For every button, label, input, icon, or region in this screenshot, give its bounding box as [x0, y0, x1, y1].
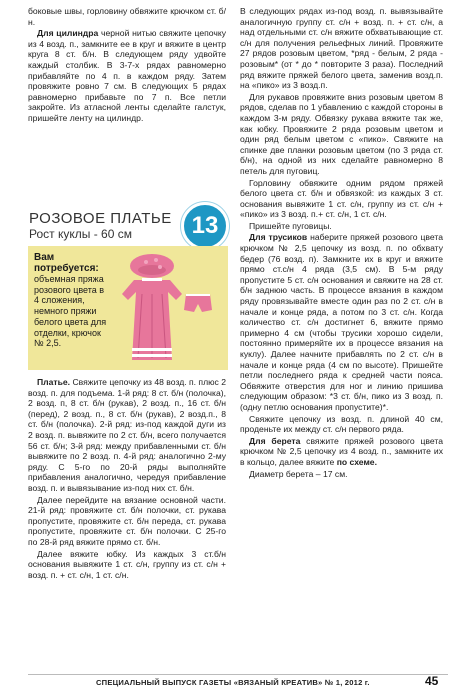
- beret-illustration: [130, 254, 174, 278]
- beret-text: свяжите пряжей розового цвета крючком № 2,5 цепочку из 4 возд. п., замкните их в кольцо, далее вяжите: [240, 435, 443, 467]
- paragraph: В следующих рядах из-под возд. п. вывязывайте аналогичную группу ст. с/н + возд. п. + ст. с/н, а над отдельными ст. с/н вяжите обхватывающие ст. с/н для получения рельефных линий. Провяжите 27 рядов розовым цветом, *ряд - белым, 2 ряда - розовым* (от * до * повторите 3 раза). Последний ряд вяжите пряжей белого цвета, заменив возд.п. на «пико» из 3 возд.п.: [240, 6, 443, 91]
- beret-label: Для берета: [249, 435, 301, 446]
- dress-label: Платье.: [37, 377, 71, 387]
- paragraph: Горловину обвяжите одним рядом пряжей белого цвета ст. б/н и обвязкой: из каждых 3 ст. основания вывяжите 1 ст. с/н, группу из ст. с/н + «пико» из 3 возд. п.+ ст. с/н, 1 ст. с/н.: [240, 177, 443, 220]
- paragraph: Свяжите цепочку из возд. п. длиной 40 см, проденьте их между ст. с/н первого ряда.: [240, 413, 443, 435]
- paragraph: Далее вяжите юбку. Из каждых 3 ст.б/н основания вывяжите 1 ст. с/н, группу из ст. с/н + возд. п. + ст. с/н, 1 ст. с/н.: [28, 548, 226, 580]
- materials-text: объемная пряжа розового цвета в 4 сложения, немного пряжи белого цвета для отделки, крючок № 2,5.: [34, 274, 107, 349]
- pants-label: Для трусиков: [249, 232, 308, 243]
- paragraph-cylinder: [28, 28, 226, 123]
- page-number: 45: [425, 674, 439, 688]
- dress-photo: [112, 250, 224, 368]
- materials-box: [34, 252, 108, 349]
- materials-heading: Вам потребуется:: [34, 252, 99, 274]
- paragraph: Пришейте пуговицы.: [249, 220, 332, 231]
- footer-rule: [28, 674, 448, 675]
- paragraph: боковые швы, горловину обвяжите крючком ст. б/н.: [28, 6, 226, 27]
- dress-text: Свяжите цепочку из 48 возд. п. плюс 2 возд. п. для подъема. 1-й ряд: 8 ст. б/н (полочка), 2 возд. п, 8 ст. б/н (рукав), 2 возд. п., 16 ст. б/н (перед), 2 возд. п., 8 ст. б/н (рукав), 2 возд.п., 8 ст. б/н (полочка). 2-й ряд: из-под каждой дуги из 2 возд. п. вывяжите по 2 ст. б/н, всего получается 56 ст. б/н; 3-й ряд: между прибавленными ст. б/н вывяжите по 2 возд. п. 4-й ряд: аналогично 2-му ряду. С 5-го по 20-й ряды выполняйте прибавления аналогично, чередуя прибавление возд. п. и вывязывание из-под них ст. б/н.: [28, 377, 226, 493]
- paragraph-dress: [28, 377, 226, 494]
- paragraph: Для рукавов провяжите вниз розовым цветом 8 рядов, сделав по 1 убавлению с каждой стороны в каждом 3-м ряду. Обвязку рукава вяжите так же, как юбку. Провяжите 2 ряда розовым цветом и один ряд белым цветом с «пико». Свяжите на спинке две планки розовым цветом (по 3 ряда ст. б/н), на одной из них сделайте равномерно 8 петель для пуговиц.: [240, 91, 443, 176]
- left-column-bottom: [28, 377, 226, 581]
- cylinder-label: Для цилиндра: [37, 28, 99, 39]
- left-column-top: [28, 6, 226, 125]
- paragraph-pants: [240, 232, 443, 412]
- section-title: РОЗОВОЕ ПЛАТЬЕ: [29, 210, 172, 227]
- pants-text: наберите пряжей розового цвета крючком № 2,5 цепочку из возд. п. по обхвату бедер (76 возд. п). Замкните их в круг и вяжите прямо ст.с/н 4 ряда (3,5 см). В 5-м ряду пропустите 5 ст. с/н основания и свяжите на 28 ст. б/н заднюю часть. В процессе вязания в каждом ряду провязывайте вместе один раз по 2 ст. с/н в начале и конце ряда, а потом по 3 ст. с/н. Когда количество ст. с/н достигнет 6, вяжите прямо примерно 4 см (чтобы трусики хорошо сидели, постоянно примеряйте их в процессе вязания на куклу). Далее начните прибавлять по 2 ст. с/н в начале и конце ряда (4 см по высоте). Пришейте петли последнего ряда к средней части пояса. Обвяжите отверстия для ног и линию пришива следующим образом: *3 ст. б/н, пико из 3 возд. п. (одну петлю основания пропустите)*.: [240, 232, 443, 412]
- footer-text: СПЕЦИАЛЬНЫЙ ВЫПУСК ГАЗЕТЫ «ВЯЗАНЫЙ КРЕАТИВ» № 1, 2012 г.: [96, 678, 370, 687]
- paragraph: Далее перейдите на вязание основной части. 21-й ряд: провяжите ст. б/н полочки, ст. рукава пропустите, провяжите ст. б/н переда, ст. рукава пропустите, провяжите ст. б/н полочки. С 25-го по 28-й ряд вяжите прямо ст. б/н.: [28, 494, 226, 547]
- section-number-badge: 13: [181, 202, 229, 250]
- cylinder-text: черной нитью свяжите цепочку из 4 возд. п., замкните ее в круг и вяжите в центр круга 8 ст. б/н. В следующем ряду удвойте каждый столбик. В 3-7-х рядах равномерно прибавляйте по 4 п. в каждом ряду. Затем провяжите ровно 7 см. В следующих 5 рядах равномерно прибавьте по 7 п. Все петли закройте. Из атласной ленты сделайте галстук, пришейте ленту на цилиндр.: [28, 28, 226, 123]
- right-column: [240, 6, 443, 480]
- section-subtitle: Рост куклы - 60 см: [29, 227, 132, 241]
- pants-illustration: [184, 294, 212, 312]
- dress-illustration: [122, 278, 182, 360]
- paragraph-beret: [240, 436, 443, 468]
- paragraph: Диаметр берета – 17 см.: [249, 468, 348, 479]
- beret-scheme: по схеме.: [336, 456, 377, 467]
